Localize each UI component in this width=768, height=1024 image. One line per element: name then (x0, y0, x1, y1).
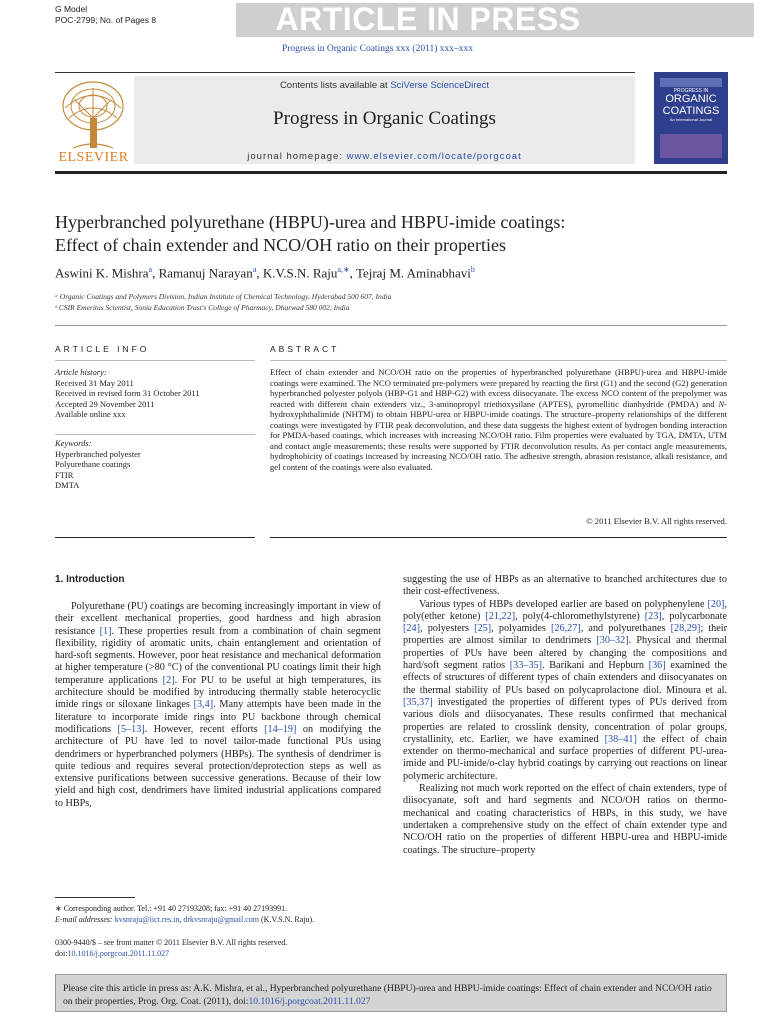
journal-homepage-line (134, 151, 635, 162)
history-accepted: Accepted 29 November 2011 (55, 398, 155, 409)
citation-link[interactable]: [25] (474, 623, 492, 635)
body-text: examined the effects of structures of different types of chain extenders and diisocyanates on the thermal stability of PUs based on polycaprolactone diol. Minoura et al. (403, 660, 728, 696)
keyword-item: DMTA (55, 480, 80, 490)
citation-link[interactable]: [5–13] (117, 723, 145, 735)
gmodel-text: G Model (55, 4, 88, 14)
body-text: . These properties result from a combination of chain segment flexibility, rigidity of aromatic units, chain entanglement and orientation of hard-soft segments. However, poor heat resistance and mechanical deformation at higher temperature (>80 °C) of the conventional PU coatings limit their high temperature applications (55, 625, 381, 686)
citation-link[interactable]: [21,22] (485, 610, 516, 622)
body-left-column (55, 601, 381, 810)
body-text: . Physical and thermal properties of PUs have been altered by changing the compositions and hard/soft segment ratios (403, 635, 727, 672)
citation-link[interactable]: [20] (707, 598, 725, 610)
corresponding-author-text: ∗ Corresponding author. Tel.: +91 40 27193208; fax: +91 40 27193991. (55, 904, 288, 913)
doi-link[interactable]: 10.1016/j.porgcoat.2011.11.027 (67, 949, 170, 958)
body-text: Various types of HBPs developed earlier are based on polyphenylene (419, 598, 708, 610)
abstract-part: Effect of chain extender and NCO/OH ratio on the properties of hyperbranched polyurethane (HBPU)-urea and HBPU-imide coatings were examined. The NCO terminated pre-polymers were prepared by reacting the first (G1) and the second (G2) generation hyperbranched polyester polyols (HBP-G1 and HBP-G2) with excess diisocyanate. The excess NCO content of the prepolymer was reacted with different chain extenders viz., 3-aminopropyl triethoxysilane (APTES), pyromellitic dianhydride (PMDA) and (270, 367, 727, 409)
article-in-press-text: ARTICLE IN PRESS (275, 1, 581, 37)
body-text: investigated the properties of different types of PUs derived from various diols and diisocyanates. These results confirmed that mechanical properties are related to crosslink density, concentration of polar groups, crystallinity, etc. Earlier, we have examined (403, 696, 727, 745)
body-text: , polyesters (419, 623, 475, 635)
abstract-italic-n: N (718, 398, 725, 409)
footnote-rule (55, 897, 135, 898)
abstract-text (270, 367, 727, 472)
doi-label: doi: (55, 949, 68, 958)
contents-available-line (134, 80, 635, 91)
citation-text (63, 983, 723, 1008)
author-list (55, 265, 475, 281)
issn-doi-block (55, 937, 395, 959)
publisher-name: ELSEVIER (58, 150, 129, 165)
cover-small-text: PROGRESS IN (673, 88, 709, 94)
homepage-prefix: journal homepage: (247, 151, 347, 162)
history-received: Received 31 May 2011 (55, 377, 134, 388)
author-affiliation-mark[interactable]: a (148, 265, 153, 274)
contents-prefix: Contents lists available at (279, 80, 391, 91)
elsevier-logo (55, 78, 132, 166)
author-separator: , (256, 265, 263, 281)
author-affiliation-mark[interactable]: a,∗ (337, 265, 350, 274)
author-separator: , (152, 265, 159, 281)
body-text: , poly(4-chloromethylstyrene) (515, 610, 645, 622)
gmodel-label (55, 4, 156, 26)
affiliation-a: ᵃ Organic Coatings and Polymers Division, Indian Institute of Chemical Technology, Hyderabad 500 607, India (55, 292, 392, 301)
keyword-item: Polyurethane coatings (55, 459, 131, 469)
citation-body: Please cite this article in press as: A.K. Mishra, et al., Hyperbranched polyurethane (HBPU)-urea and HBPU-imide coatings: Effect of chain extender and NCO/OH ratio on their properties, Prog. Org. Coat. (2011), doi: (63, 983, 712, 1007)
article-history (55, 367, 260, 420)
body-text: , polyamides (491, 623, 551, 635)
body-text: ; their properties are almost similar to dendrimers (403, 623, 728, 647)
header-bottom-rule (55, 171, 727, 174)
abstract-bottom-rule (270, 537, 727, 538)
body-text: on modifying the architecture of PU have led to novel tailor-made functional PUs using dendrimers or hyperbranched polymers (HBPs). The synthesis of dendrimer is quite tedious and requires several protection/deprotection steps as well as extensive purifications between successive generations. Because of their low yield and high cost, dendrimers have limited industrial applications compared to HBPs, (55, 723, 381, 809)
abstract-heading: ABSTRACT (270, 344, 340, 354)
email-link-2[interactable]: drkvsnraju@gmail.com (183, 915, 259, 924)
citation-link[interactable]: [33–35] (509, 660, 543, 672)
journal-cover-text (659, 88, 723, 123)
citation-link[interactable]: [23] (644, 610, 662, 622)
citation-link[interactable]: [26,27] (551, 623, 581, 635)
article-info-rule (55, 360, 255, 361)
email-label: E-mail addresses: (55, 915, 115, 924)
corresponding-author-footnote (55, 903, 395, 925)
citation-link[interactable]: [38–41] (604, 733, 637, 745)
citation-doi-link[interactable]: 10.1016/j.porgcoat.2011.11.027 (248, 995, 371, 1007)
author-affiliation-mark[interactable]: b (470, 265, 475, 274)
citation-link[interactable]: [2] (162, 674, 175, 686)
keywords-label: Keywords: (55, 438, 92, 448)
author-name: Tejraj M. Aminabhavi (355, 265, 471, 281)
author-name: Aswini K. Mishra (55, 265, 149, 281)
email-separator: , (179, 915, 184, 924)
info-section-top-rule (55, 325, 727, 326)
author-separator: , (349, 265, 356, 281)
homepage-link[interactable]: www.elsevier.com/locate/porgcoat (346, 151, 522, 162)
article-info-heading: ARTICLE INFO (55, 344, 150, 354)
email-link-1[interactable]: kvsnraju@iict.res.in (114, 915, 180, 924)
body-text: . Barikani and Hepburn (542, 660, 649, 672)
cover-title-line1: ORGANIC (665, 93, 717, 105)
abstract-copyright: © 2011 Elsevier B.V. All rights reserved. (586, 516, 727, 526)
cover-title-line2: COATINGS (662, 105, 720, 117)
citation-link[interactable]: [30–32] (596, 635, 629, 647)
paragraph: Realizing not much work reported on the effect of chain extenders, type of diisocyanate, soft and hard segments and NCO/OH ratios on thermo-mechanical and coating characteristics of HBPs, in this study, we have undertaken a comprehensive study on the effect of chain extender type and NCO/OH ratio on the properties of different HBPU-urea and HBPU-imide coatings. The structure–property (403, 783, 727, 856)
article-info-bottom-rule (55, 537, 255, 538)
citation-link[interactable]: [14–19] (264, 723, 297, 735)
keywords-rule (55, 434, 255, 435)
body-text: Polyurethane (PU) coatings are becoming increasingly important in view of their excellent mechanical properties, good hardness and high abrasion resistance (55, 601, 381, 637)
introduction-heading: 1. Introduction (55, 574, 125, 585)
email-owner: (K.V.S.N. Raju). (258, 915, 315, 924)
history-label: Article history: (55, 367, 107, 377)
paragraph: suggesting the use of HBPs as an alternative to branched architectures due to their cost-effectiveness. (403, 574, 727, 598)
header-top-rule (55, 72, 635, 73)
body-text: . For PU to be useful at high temperatures, its architecture should be modified by introducing thermally stable heterocyclic imide rings or siloxane linkages (55, 674, 382, 711)
citation-link[interactable]: [28,29] (670, 623, 701, 635)
article-title-line2: Effect of chain extender and NCO/OH ratio on their properties (55, 235, 507, 255)
body-text: , poly(ether ketone) (403, 598, 727, 622)
body-text: . However, recent efforts (144, 723, 265, 735)
abstract-rule (270, 360, 727, 361)
author-affiliation-mark[interactable]: a (252, 265, 257, 274)
citation-link[interactable]: [36] (648, 660, 666, 672)
citation-link[interactable]: [3,4] (193, 699, 214, 711)
keyword-item: Hyperbranched polyester (55, 448, 141, 459)
journal-title: Progress in Organic Coatings (273, 108, 496, 129)
history-online: Available online xxx (55, 409, 126, 419)
body-text: the effect of chain extender on thermo-mechanical and surface properties of different PU-urea-imide and PU-imide/o-clay hybrid coatings by carrying out reactions on linear polymeric architecture. (403, 733, 727, 782)
sciencedirect-link[interactable]: SciVerse ScienceDirect (390, 80, 490, 91)
keyword-item: FTIR (55, 469, 74, 480)
keyword-list (55, 438, 260, 491)
citation-link[interactable]: [1] (99, 625, 112, 637)
history-revised: Received in revised form 31 October 2011 (55, 388, 200, 398)
citation-link[interactable]: [35,37] (403, 696, 433, 708)
author-name: Ramanuj Narayan (158, 265, 253, 281)
article-ref-number: POC-2799; No. of Pages 8 (55, 15, 157, 25)
affiliation-b: ᵇ CSIR Emeritus Scientist, Sonia Education Trust's College of Pharmacy, Dharwad 580 002, India (55, 303, 350, 312)
body-text: , polycarbonate (661, 610, 728, 622)
abstract-part: -hydroxyphthalimide (NHTM) to obtain HBPU-urea or HBPU-imide coatings. The structure–property relationships of the different coatings were investigated by FTIR peak deconvolution, and these data suggests the highest extent of hydrogen bonding interaction for PMDA-based coatings, which increases with increasing NCO/OH ratio. Film properties were evaluated by TGA, DMTA, UTM and contact angle measurements; these results were supported by FTIR deconvolution results. As per contact angle measurements, hydrophobicity of coatings increased by increasing NCO/OH ratio. The adhesive strength, abrasion resistance, alkali resistance, and gel content of the coatings were also evaluated. (270, 398, 727, 472)
body-right-column (403, 574, 727, 857)
author-name: K.V.S.N. Raju (262, 265, 338, 281)
body-text: , and polyurethanes (580, 623, 671, 635)
issn-text: 0300-9440/$ – see front matter © 2011 Elsevier B.V. All rights reserved. (55, 938, 288, 947)
paragraph (403, 599, 727, 783)
body-text: . Many attempts have been made in the literature to incorporate imide rings into PU backbone through chemical modifications (55, 699, 381, 735)
cover-subtitle: An International Journal (669, 117, 713, 122)
article-title-line1: Hyperbranched polyurethane (HBPU)-urea and HBPU-imide coatings: (55, 212, 566, 232)
journal-reference[interactable]: Progress in Organic Coatings xxx (2011) xxx–xxx (281, 44, 474, 54)
citation-link[interactable]: [24] (403, 623, 420, 635)
